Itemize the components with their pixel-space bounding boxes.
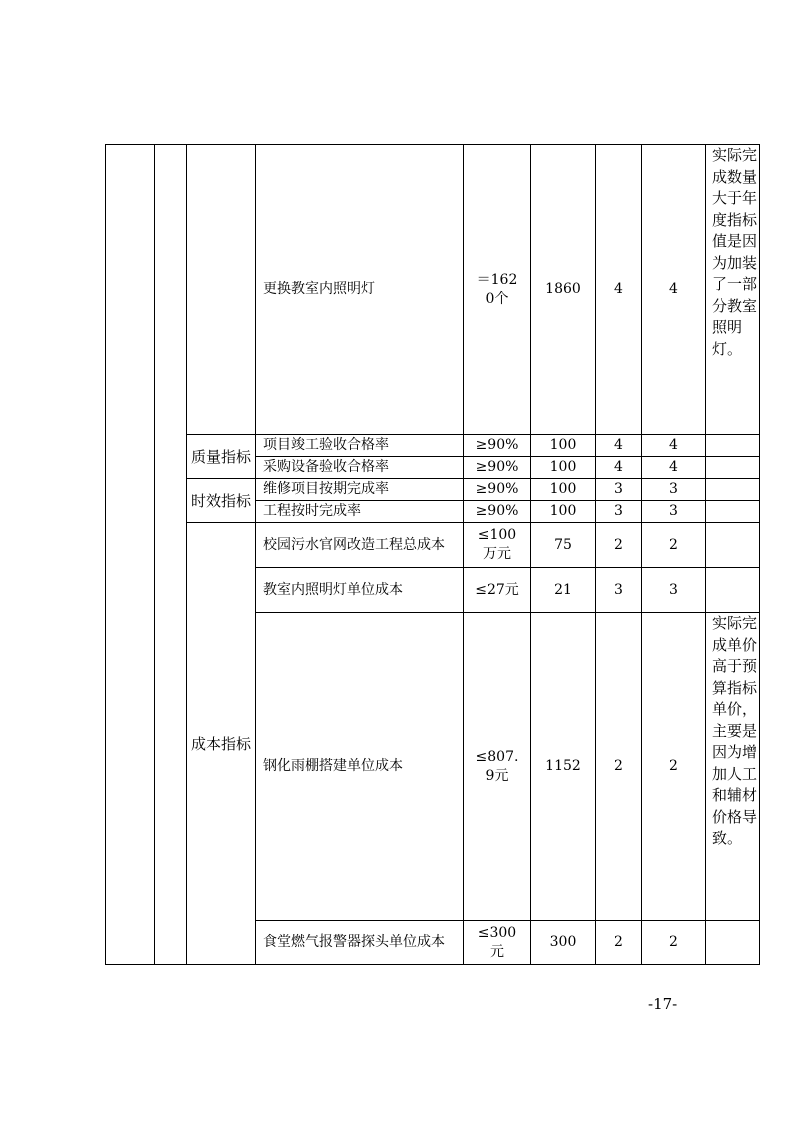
performance-indicator-table [105, 144, 759, 965]
indicator-name: 更换教室内照明灯 [256, 145, 464, 435]
score-value: 4 [642, 145, 706, 435]
score-value: 2 [642, 613, 706, 921]
target-value: ≤27元 [464, 568, 531, 613]
indicator-name: 维修项目按期完成率 [256, 479, 464, 501]
score-value: 3 [642, 501, 706, 523]
target-value: ≤100万元 [464, 523, 531, 568]
table-row [106, 435, 760, 457]
weight-value: 4 [596, 435, 642, 457]
score-value: 4 [642, 435, 706, 457]
page-number: -17- [648, 995, 678, 1013]
remark-cell [706, 523, 760, 568]
remark-cell [706, 435, 760, 457]
score-value: 3 [642, 568, 706, 613]
indicator-name: 食堂燃气报警器探头单位成本 [256, 921, 464, 965]
remark-cell [706, 921, 760, 965]
category-cost: 成本指标 [187, 523, 256, 965]
remark-cell [706, 457, 760, 479]
level2-indicator-cell [155, 145, 187, 965]
indicator-name: 工程按时完成率 [256, 501, 464, 523]
indicator-name: 采购设备验收合格率 [256, 457, 464, 479]
remark-cell: 实际完成数量大于年度指标值是因为加装了一部分教室照明灯。 [706, 145, 760, 435]
actual-value: 75 [531, 523, 596, 568]
actual-value: 100 [531, 435, 596, 457]
score-value: 4 [642, 457, 706, 479]
remark-cell [706, 568, 760, 613]
target-value: ≥90% [464, 479, 531, 501]
actual-value: 100 [531, 457, 596, 479]
indicator-name: 校园污水官网改造工程总成本 [256, 523, 464, 568]
table-row [106, 145, 760, 435]
remark-cell [706, 479, 760, 501]
target-value: ≤300元 [464, 921, 531, 965]
weight-value: 2 [596, 921, 642, 965]
level3-indicator-cell [187, 145, 256, 435]
target-value: ≤807.9元 [464, 613, 531, 921]
score-value: 2 [642, 921, 706, 965]
weight-value: 4 [596, 145, 642, 435]
level1-indicator-cell [106, 145, 155, 965]
weight-value: 3 [596, 479, 642, 501]
score-value: 2 [642, 523, 706, 568]
remark-cell: 实际完成单价高于预算指标单价，主要是因为增加人工和辅材价格导致。 [706, 613, 760, 921]
actual-value: 300 [531, 921, 596, 965]
indicator-name: 教室内照明灯单位成本 [256, 568, 464, 613]
actual-value: 21 [531, 568, 596, 613]
actual-value: 100 [531, 479, 596, 501]
category-quality: 质量指标 [187, 435, 256, 479]
indicator-name: 项目竣工验收合格率 [256, 435, 464, 457]
target-value: ≥90% [464, 457, 531, 479]
remark-cell [706, 501, 760, 523]
target-value: ≥90% [464, 501, 531, 523]
target-value: ＝1620个 [464, 145, 531, 435]
target-value: ≥90% [464, 435, 531, 457]
weight-value: 3 [596, 568, 642, 613]
actual-value: 1152 [531, 613, 596, 921]
category-timeliness: 时效指标 [187, 479, 256, 523]
weight-value: 3 [596, 501, 642, 523]
table-row [106, 523, 760, 568]
actual-value: 1860 [531, 145, 596, 435]
table-row [106, 479, 760, 501]
indicator-name: 钢化雨棚搭建单位成本 [256, 613, 464, 921]
weight-value: 2 [596, 523, 642, 568]
actual-value: 100 [531, 501, 596, 523]
weight-value: 2 [596, 613, 642, 921]
weight-value: 4 [596, 457, 642, 479]
score-value: 3 [642, 479, 706, 501]
